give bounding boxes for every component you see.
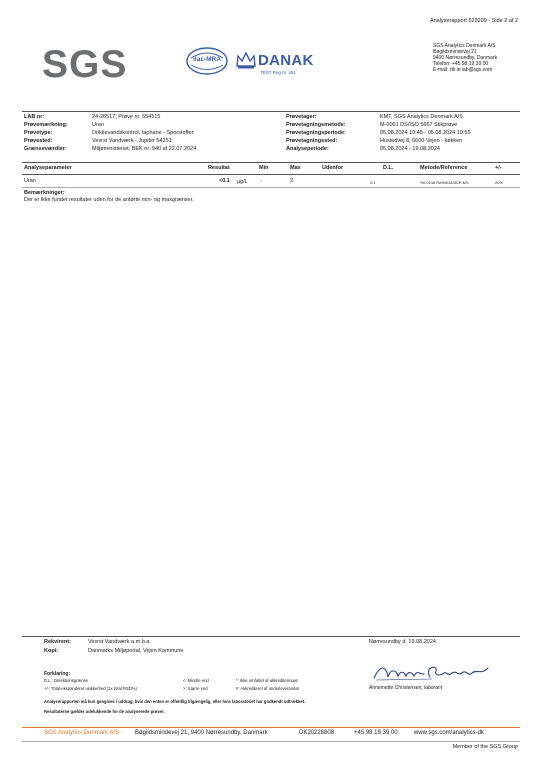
legend-item: #: Akkrediteret af underleverandør	[236, 686, 300, 691]
danak-registration: TEST Reg.nr. 451	[260, 70, 296, 75]
marking-value: Uran	[92, 122, 104, 128]
legend-item: +/-: Total ekspanderet usikkerhed (2x total RSD%)	[44, 686, 137, 691]
lab-nr-label: LAB nr:	[24, 114, 45, 120]
place-date: Nørresundby d. 19.08.2024	[369, 639, 436, 645]
results-note: Resultaterne gælder udelukkende for de analyserede prøver.	[44, 709, 165, 714]
report-reference: Analyserapport 529209 - Side 2 af 2	[429, 18, 518, 24]
col-pm: +/-	[495, 165, 502, 171]
legend-item: <: Mindre end	[183, 678, 209, 683]
row-method: *M-0148 RefM0183ICP-MS	[420, 180, 469, 185]
sampling-method-label: Prøvetagningsmetode:	[286, 122, 346, 128]
col-min: Min	[259, 165, 269, 171]
sample-type-value: Drikkevandskontrol, taphane - Sporstoffer	[92, 130, 194, 136]
row-min: -	[260, 178, 262, 184]
company-phone: +45 98 19 39 00	[354, 730, 398, 736]
danak-logo-text: DANAK	[258, 52, 314, 69]
member-rule	[22, 741, 520, 742]
row-unit: µg/L	[237, 179, 248, 185]
col-parameter: Analyseparameter	[24, 165, 72, 171]
col-max: Max	[290, 165, 301, 171]
table-top-rule	[22, 162, 520, 163]
legend-item: >: Større end	[183, 686, 208, 691]
address-line: SGS Analytics Denmark A/S	[433, 43, 496, 49]
marking-label: Prøvemærkning:	[24, 122, 68, 128]
limits-value: Miljøministeriet, BEK nr. 940 af 22.07.2024	[92, 146, 197, 152]
row-parameter: Uran	[24, 178, 36, 184]
sampling-site-label: Prøvetagningssted:	[286, 138, 338, 144]
legend-title: Forklaring:	[44, 671, 71, 677]
address-line: 9400 Nørresundby, Danmark	[433, 55, 498, 61]
contact-bar	[44, 730, 520, 736]
col-dl: D.L.	[383, 165, 394, 171]
row-result: <0.1	[219, 178, 230, 184]
analysis-period-value: 05.08.2024 - 19.08.2024	[380, 146, 440, 152]
col-result: Resultat	[208, 165, 230, 171]
limits-label: Grænseværdier:	[24, 146, 67, 152]
sampler-value: KMT, SGS Analytics Denmark A/S	[380, 114, 463, 120]
legend-item: *: Ikke omfattet af akkrediteringen	[236, 678, 299, 683]
col-method: Metode/Reference	[420, 165, 468, 171]
address-line: Telefon: +45 98 19 39 00	[433, 61, 489, 67]
sample-site-value: Vesrst Vandværk - Jupiter 54251	[92, 138, 172, 144]
signature-image	[372, 661, 490, 683]
signer-name: Annemette Christensen, laborant	[369, 685, 443, 691]
lab-address-block	[433, 43, 497, 73]
contact-bar-rule	[22, 727, 520, 728]
sampling-site-value: Hustedvej 8, 6600 Vejen - køkken	[380, 138, 463, 144]
row-pm: 20%	[495, 180, 504, 185]
row-dl: 0.1	[370, 180, 376, 185]
company-cvr: DK20228808	[299, 730, 335, 736]
sampler-label: Prøvetager:	[286, 114, 317, 120]
analysis-period-label: Analyseperiode:	[286, 146, 329, 152]
address-line: Bøgildsmindevej 21	[433, 49, 477, 55]
member-text: Member of the SGS Group	[452, 744, 518, 750]
sgs-logo: SGS	[42, 43, 128, 86]
company-address: Bøgildsmindevej 21, 9400 Nørresundby, Danmark	[135, 730, 268, 736]
lab-nr-value: 24-26517, Prøve nr. 654515	[92, 114, 161, 120]
row-max: 2	[290, 178, 294, 184]
sampling-period-label: Prøvetagningsperiode:	[286, 130, 346, 136]
table-bottom-rule	[22, 187, 520, 188]
danak-crown-icon	[235, 50, 257, 70]
divider	[22, 111, 520, 112]
company-name: SGS Analytics Denmark A/S	[44, 730, 120, 736]
copy-value: Danmarks Miljøportal, Vejen Kommune	[88, 648, 184, 654]
sample-type-label: Prøvetype:	[24, 130, 53, 136]
sampling-method-value: M-0061 DS/ISO 5667 Stikprøve	[380, 122, 458, 128]
requester-label: Rekvirent:	[44, 639, 71, 645]
remarks-title: Bemærkninger:	[24, 190, 65, 196]
requester-value: Vesrst Vandværk a.m.b.a.	[88, 639, 151, 645]
sample-site-label: Prøvested:	[24, 138, 53, 144]
reproduction-note: Analyserapporten må kun gengives i uddrag, hvis den enten er offentlig tilgængelig, eller hvis laboratoriet har godkendt udtrækket.	[44, 699, 306, 704]
sampling-period-value: 05.08.2024 10:45 - 05.08.2024 10:55	[380, 130, 471, 136]
company-website[interactable]: www.sgs.com/analytics-dk	[414, 730, 485, 736]
footer-top-rule	[22, 636, 520, 637]
copy-label: Kopi:	[44, 648, 59, 654]
ilac-mra-logo	[185, 46, 229, 76]
remarks-text: Der er ikke fundet resultater uden for de anførte min- og maxgrænser.	[24, 197, 194, 203]
table-header-rule	[22, 174, 520, 175]
legend-item: D.L.: Detektionsgrænse	[44, 678, 88, 683]
ilac-mra-text: ilac-MRA	[193, 56, 221, 63]
address-line: E-mail: dk.ie.lab@sgs.com	[433, 67, 493, 73]
col-outside: Udenfor	[322, 165, 344, 171]
